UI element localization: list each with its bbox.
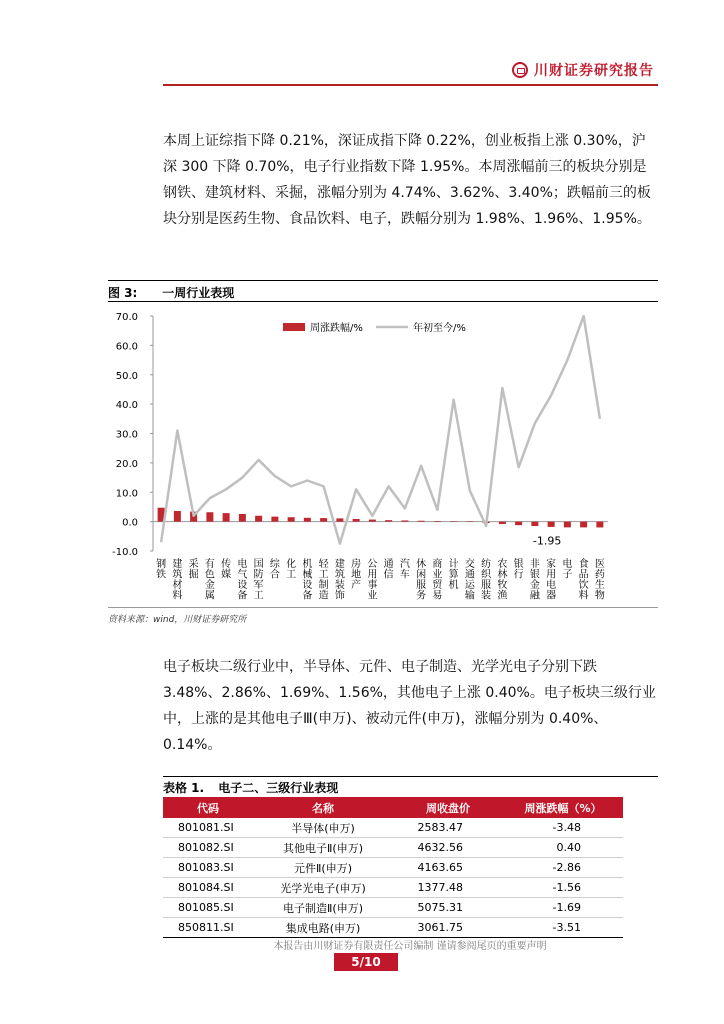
brand-name: 川财证券研究报告 bbox=[534, 63, 654, 79]
x-category-label: 建筑材料 bbox=[172, 559, 183, 602]
bar-weekly-change bbox=[174, 511, 181, 522]
table-row bbox=[163, 858, 623, 878]
bar-weekly-change bbox=[596, 522, 603, 528]
bar-weekly-change bbox=[515, 522, 522, 526]
cell-change: -1.69 bbox=[503, 898, 623, 918]
y-tick-label: 10.0 bbox=[115, 488, 138, 500]
bar-weekly-change bbox=[531, 522, 538, 526]
y-tick-label: 20.0 bbox=[115, 458, 138, 470]
sub-industry-table bbox=[163, 797, 623, 938]
line-ytd-series bbox=[161, 316, 600, 544]
table-header-row bbox=[163, 797, 623, 818]
y-tick-label: 50.0 bbox=[115, 370, 138, 382]
bar-weekly-change bbox=[401, 520, 408, 521]
x-category-label: 电子 bbox=[562, 559, 573, 581]
cell-code: 801083.SI bbox=[163, 858, 253, 878]
industry-performance-chart bbox=[108, 305, 658, 605]
cell-code: 801085.SI bbox=[163, 898, 253, 918]
bar-weekly-change bbox=[369, 520, 376, 522]
bar-weekly-change bbox=[304, 518, 311, 522]
y-tick-label: 0.0 bbox=[122, 517, 138, 529]
cell-name: 集成电路(申万) bbox=[253, 918, 393, 938]
cell-price: 4163.65 bbox=[393, 858, 503, 878]
y-tick-label: 40.0 bbox=[115, 400, 138, 412]
figure-top-rule bbox=[108, 280, 658, 281]
x-category-label: 综合 bbox=[269, 559, 280, 581]
x-category-label: 商业贸易 bbox=[432, 559, 443, 602]
x-category-label: 计算机 bbox=[448, 559, 459, 591]
column-header-change: 周涨跌幅（%） bbox=[503, 797, 623, 818]
bar-weekly-change bbox=[564, 522, 571, 528]
x-category-label: 家用电器 bbox=[546, 559, 557, 602]
bar-weekly-change bbox=[466, 521, 473, 522]
x-category-label: 非银金融 bbox=[529, 559, 540, 602]
x-category-label: 公用事业 bbox=[367, 559, 378, 602]
x-category-label: 休闲服务 bbox=[416, 559, 427, 602]
x-category-label: 机械设备 bbox=[302, 559, 313, 602]
figure-title bbox=[108, 284, 234, 301]
x-category-label: 建筑装饰 bbox=[334, 559, 345, 602]
bar-weekly-change bbox=[580, 522, 587, 528]
cell-name: 光学光电子(申万) bbox=[253, 878, 393, 898]
figure-title-rule bbox=[108, 301, 658, 302]
table-row bbox=[163, 818, 623, 838]
x-category-label: 轻工制造 bbox=[318, 559, 329, 602]
cell-change: -3.48 bbox=[503, 818, 623, 838]
x-category-label: 食品饮料 bbox=[578, 559, 589, 602]
bar-weekly-change bbox=[223, 513, 230, 522]
y-tick-label: 60.0 bbox=[115, 341, 138, 353]
table-row bbox=[163, 918, 623, 938]
cell-change: -2.86 bbox=[503, 858, 623, 878]
x-category-label: 交通运输 bbox=[464, 559, 475, 602]
figure-number: 图 3: bbox=[108, 286, 138, 300]
bar-weekly-change bbox=[206, 512, 213, 521]
bar-weekly-change bbox=[271, 517, 278, 522]
table-row bbox=[163, 838, 623, 858]
bar-weekly-change bbox=[320, 518, 327, 522]
bar-weekly-change bbox=[336, 518, 343, 521]
x-category-label: 医药生物 bbox=[594, 559, 605, 602]
x-category-label: 汽车 bbox=[399, 559, 410, 581]
bar-annotation-label: -1.95 bbox=[532, 534, 562, 548]
x-category-label: 房地产 bbox=[351, 559, 362, 591]
sub-industry-paragraph: 电子板块二级行业中，半导体、元件、电子制造、光学光电子分别下跌 3.48%、2.86%、1.69%、1.56%，其他电子上涨 0.40%。电子板块三级行业中，上涨的是其他电子Ⅲ(申万)、被动元件(申万)，涨幅分别为 0.40%、0.14%。 bbox=[163, 659, 656, 753]
x-category-label: 采掘 bbox=[188, 559, 199, 581]
cell-code: 801082.SI bbox=[163, 838, 253, 858]
x-category-label: 通信 bbox=[383, 559, 394, 581]
company-logo-icon bbox=[512, 62, 528, 78]
x-category-label: 钢铁 bbox=[156, 559, 167, 581]
y-tick-label: 70.0 bbox=[115, 312, 138, 323]
bar-weekly-change bbox=[499, 522, 506, 524]
cell-name: 半导体(申万) bbox=[253, 818, 393, 838]
bar-weekly-change bbox=[450, 521, 457, 522]
figure-caption: 一周行业表现 bbox=[162, 286, 235, 300]
table-number: 表格 1. bbox=[163, 781, 205, 795]
bar-weekly-change bbox=[548, 522, 555, 527]
cell-name: 电子制造Ⅱ(申万) bbox=[253, 898, 393, 918]
page-number: 5/10 bbox=[334, 953, 398, 971]
legend-label-ytd: 年初至今/% bbox=[413, 323, 466, 334]
cell-price: 1377.48 bbox=[393, 878, 503, 898]
legend-swatch-bar bbox=[283, 323, 305, 331]
x-category-label: 传媒 bbox=[221, 559, 232, 581]
table-title bbox=[163, 779, 338, 796]
x-category-label: 纺织服装 bbox=[481, 559, 492, 602]
legend-label-weekly: 周涨跌幅/% bbox=[310, 323, 363, 334]
bar-weekly-change bbox=[418, 521, 425, 522]
y-tick-label: -10.0 bbox=[112, 547, 138, 558]
header-divider bbox=[163, 84, 658, 86]
x-category-label: 电气设备 bbox=[237, 559, 248, 602]
bar-weekly-change bbox=[434, 521, 441, 522]
cell-price: 2583.47 bbox=[393, 818, 503, 838]
x-category-label: 化工 bbox=[286, 559, 297, 581]
column-header-name: 名称 bbox=[253, 797, 393, 818]
x-category-label: 有色金属 bbox=[204, 559, 215, 602]
table-row bbox=[163, 878, 623, 898]
cell-code: 801081.SI bbox=[163, 818, 253, 838]
cell-change: 0.40 bbox=[503, 838, 623, 858]
cell-price: 4632.56 bbox=[393, 838, 503, 858]
bar-weekly-change bbox=[255, 516, 262, 522]
summary-paragraph: 本周上证综指下降 0.21%，深证成指下降 0.22%，创业板指上涨 0.30%，沪深 300 下降 0.70%，电子行业指数下降 1.95%。本周涨幅前三的板块分别是钢铁、建筑材料、采掘，涨幅分别为 4.74%、3.62%、3.40%；跌幅前三的板块分别是医药生物、食品饮料、电子，跌幅分别为 1.98%、1.96%、1.95%。 bbox=[163, 133, 651, 227]
bar-weekly-change bbox=[288, 517, 295, 521]
y-tick-label: 30.0 bbox=[115, 429, 138, 441]
source-rule bbox=[108, 607, 658, 608]
cell-price: 5075.31 bbox=[393, 898, 503, 918]
table-row bbox=[163, 898, 623, 918]
x-category-label: 国防军工 bbox=[253, 559, 264, 602]
table-caption: 电子二、三级行业表现 bbox=[218, 781, 339, 795]
footer-disclaimer: 本报告由川财证券有限责任公司编制 谨请参阅尾页的重要声明 bbox=[273, 941, 547, 952]
cell-change: -1.56 bbox=[503, 878, 623, 898]
bar-weekly-change bbox=[385, 520, 392, 521]
brand bbox=[512, 60, 654, 80]
column-header-price: 周收盘价 bbox=[393, 797, 503, 818]
bar-weekly-change bbox=[239, 514, 246, 522]
cell-code: 850811.SI bbox=[163, 918, 253, 938]
cell-name: 元件Ⅱ(申万) bbox=[253, 858, 393, 878]
cell-change: -3.51 bbox=[503, 918, 623, 938]
x-category-label: 农林牧渔 bbox=[497, 559, 508, 602]
cell-name: 其他电子Ⅱ(申万) bbox=[253, 838, 393, 858]
cell-price: 3061.75 bbox=[393, 918, 503, 938]
bar-weekly-change bbox=[353, 519, 360, 522]
table-top-rule bbox=[163, 776, 658, 777]
x-category-label: 银行 bbox=[513, 559, 524, 581]
column-header-code: 代码 bbox=[163, 797, 253, 818]
cell-code: 801084.SI bbox=[163, 878, 253, 898]
figure-source: 资料来源：wind，川财证券研究所 bbox=[108, 615, 247, 625]
